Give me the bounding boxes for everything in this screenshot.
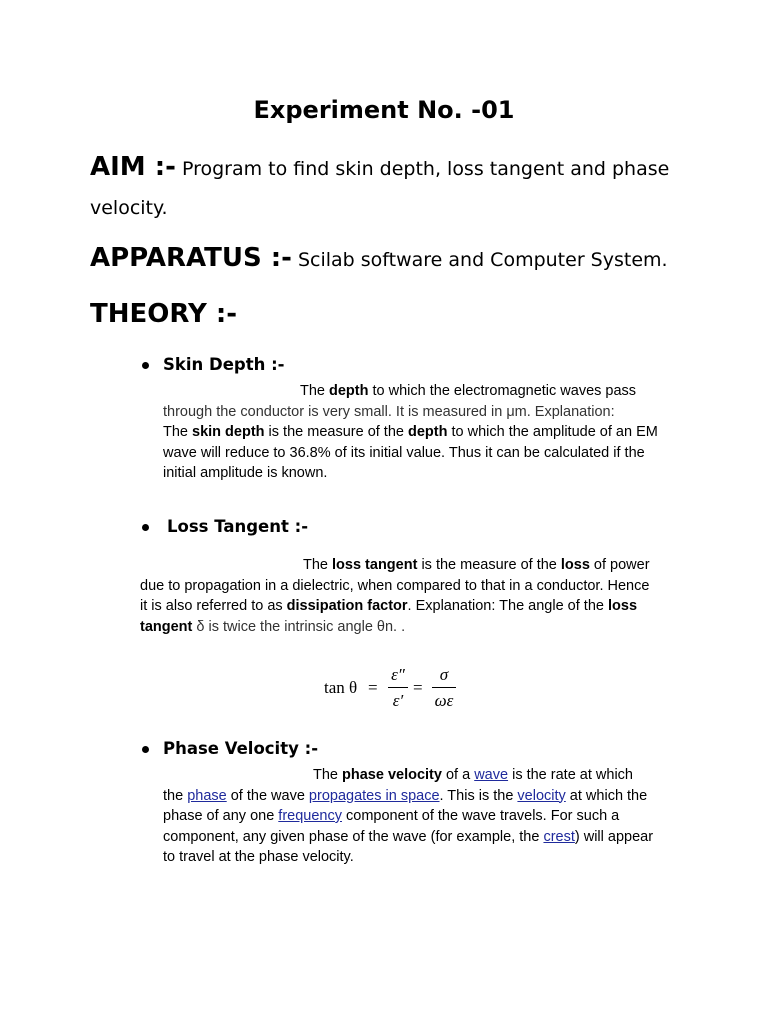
loss-tangent-line3: it is also referred to as dissipation factor. Explanation: The angle of the loss <box>140 598 638 614</box>
skin-depth-line2: through the conductor is very small. It is measured in μm. Explanation: <box>163 403 615 420</box>
link-phase[interactable]: phase <box>187 787 227 804</box>
phase-velocity-line5: to travel at the phase velocity. <box>163 849 354 865</box>
formula-fraction2-denominator: ωε <box>434 691 454 710</box>
formula-equals-2: = <box>413 678 423 697</box>
loss-tangent-line4: tangent δ is twice the intrinsic angle θn. . <box>140 618 406 635</box>
link-frequency[interactable]: frequency <box>278 808 342 824</box>
phase-velocity-heading: Phase Velocity :- <box>163 739 319 758</box>
skin-depth-heading: Skin Depth :- <box>163 355 285 374</box>
skin-depth-line4: wave will reduce to 36.8% of its initial value. Thus it can be calculated if the <box>163 444 645 461</box>
formula-lhs: tan θ <box>324 678 358 697</box>
apparatus-text: Scilab software and Computer System. <box>291 249 668 271</box>
formula-fraction1-denominator: ε′ <box>392 691 404 710</box>
loss-tangent-line1: The loss tangent is the measure of the loss of power <box>303 557 650 573</box>
phase-velocity-line1: The phase velocity of a wave is the rate at which <box>313 767 633 783</box>
formula-fraction2-bar <box>432 687 456 688</box>
phase-velocity-line4: component, any given phase of the wave (for example, the crest) will appear <box>163 828 654 845</box>
skin-depth-paragraph <box>163 381 723 484</box>
bullet-loss-tangent <box>142 524 149 531</box>
formula-fraction2-numerator: σ <box>439 665 449 684</box>
apparatus-section <box>90 243 668 273</box>
phase-velocity-line3: phase of any one frequency component of the wave travels. For such a <box>163 808 620 824</box>
bullet-phase-velocity <box>142 746 149 753</box>
apparatus-label: APPARATUS :- <box>90 243 292 273</box>
loss-tangent-line2: due to propagation in a dielectric, when compared to that in a conductor. Hence <box>140 577 650 594</box>
skin-depth-line1: The depth to which the electromagnetic waves pass <box>300 383 637 399</box>
formula-equals-1: = <box>368 678 378 697</box>
loss-tangent-formula <box>324 664 474 714</box>
link-wave[interactable]: wave <box>474 767 509 783</box>
link-propagates-in-space[interactable]: propagates in space <box>308 787 440 804</box>
skin-depth-line3: The skin depth is the measure of the depth to which the amplitude of an EM <box>163 424 658 440</box>
formula-fraction1-numerator: ε″ <box>391 665 405 684</box>
loss-tangent-paragraph <box>140 555 730 637</box>
aim-text-line2: velocity. <box>90 197 168 219</box>
link-velocity[interactable]: velocity <box>517 787 566 804</box>
link-crest[interactable]: crest <box>543 828 575 845</box>
bullet-skin-depth <box>142 362 149 369</box>
theory-label: THEORY :- <box>90 299 238 329</box>
aim-label: AIM :- <box>90 152 176 182</box>
phase-velocity-line2: the phase of the wave propagates in space. This is the velocity at which the <box>163 787 648 804</box>
aim-text-line1: Program to find skin depth, loss tangent and phase <box>175 158 670 180</box>
page-title: Experiment No. -01 <box>253 96 515 124</box>
phase-velocity-paragraph <box>163 765 723 868</box>
skin-depth-line5: initial amplitude is known. <box>163 465 328 481</box>
loss-tangent-heading: Loss Tangent :- <box>167 517 309 536</box>
aim-section <box>90 152 669 182</box>
formula-fraction1-bar <box>388 687 408 688</box>
